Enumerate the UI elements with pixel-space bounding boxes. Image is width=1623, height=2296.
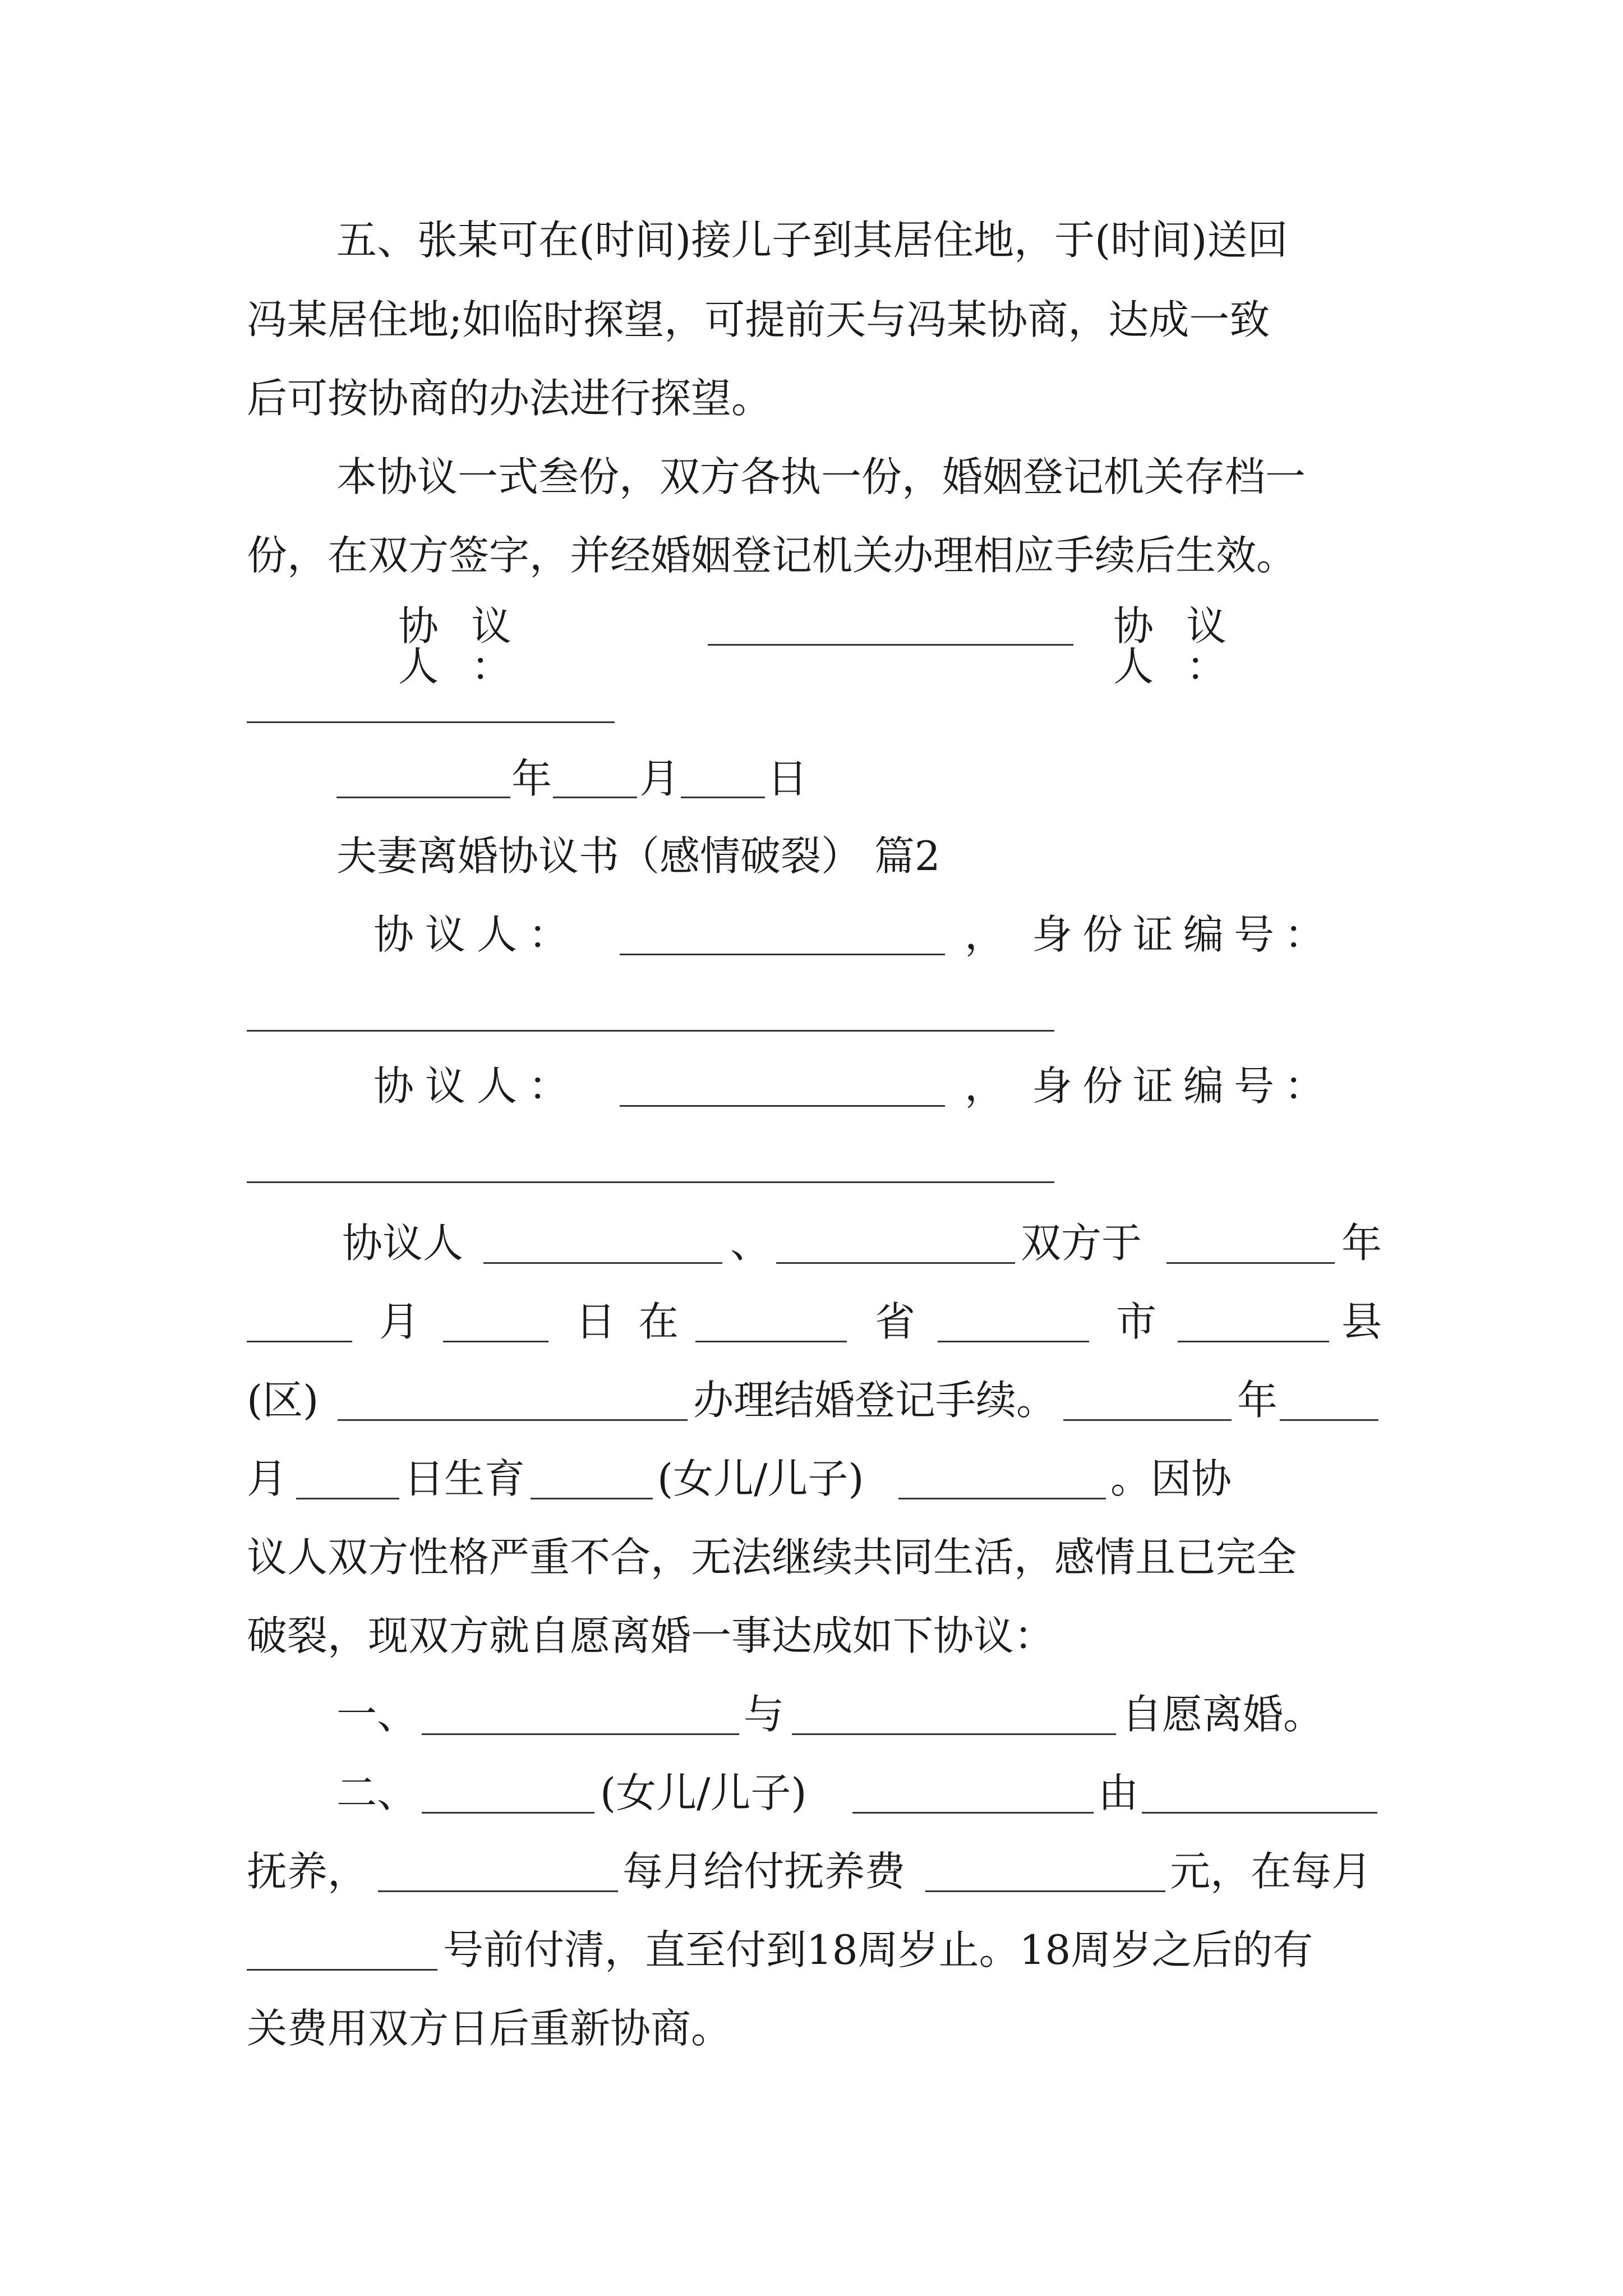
intro-birth-month-blank (1280, 1419, 1378, 1421)
signature-party-label-2-text: 协议人： (1113, 602, 1260, 690)
article-2-party-1-name-blank (620, 954, 945, 955)
signature-day-blank (681, 797, 765, 798)
item-2-monthly: 每月给付抚养费 (623, 1848, 906, 1895)
section-5-line-1: 五、张某可在(时间)接儿子到其居住地，于(时间)送回 (336, 217, 1288, 264)
article-2-party-1-id-blank (247, 1030, 1054, 1032)
intro-county-label: 县 (1341, 1298, 1382, 1345)
intro-birth-month-label: 月 (247, 1455, 288, 1502)
intro-registration-office-blank (338, 1419, 688, 1421)
item-2-by: 由 (1098, 1769, 1139, 1816)
signature-day-label: 日 (767, 755, 808, 802)
signature-party-label-1 (398, 602, 645, 690)
intro-year-blank (1166, 1262, 1335, 1264)
item-2-child-blank (422, 1812, 594, 1814)
article-2-party-label-1: 协议人： (374, 911, 580, 958)
intro-month-label: 月 (379, 1298, 420, 1345)
article-2-party-2-id-label: 身份证编号： (1032, 1062, 1335, 1110)
intro-registered-text: 办理结婚登记手续。 (693, 1377, 1057, 1424)
item-1-party-2-blank (792, 1733, 1116, 1735)
article-2-party-2-name-blank (620, 1105, 945, 1107)
intro-separator: 、 (730, 1220, 771, 1267)
intro-province-blank (695, 1341, 847, 1342)
intro-county-blank (1178, 1341, 1329, 1342)
signature-party-label-1-text: 协议人： (398, 602, 545, 690)
item-2-payer-blank (378, 1890, 618, 1892)
intro-birth-year-label: 年 (1237, 1377, 1278, 1424)
item-2-number: 二、 (336, 1769, 418, 1816)
intro-day-blank (443, 1341, 548, 1342)
intro-child-name-blank (898, 1498, 1106, 1499)
intro-month-blank (247, 1341, 352, 1342)
article-2-party-2-id-blank (247, 1181, 1054, 1183)
article-2-party-label-2: 协议人： (374, 1062, 580, 1110)
signature-party-1-blank (708, 644, 1073, 646)
item-2-custodian-blank (1142, 1812, 1377, 1814)
signature-party-2-blank (247, 721, 615, 723)
intro-parties-label: 协议人 (342, 1220, 464, 1267)
item-1-end: 自愿离婚。 (1122, 1691, 1324, 1738)
article-2-party-1-comma: ， (965, 911, 1006, 958)
item-2-amount-blank (925, 1890, 1165, 1892)
intro-both-on: 双方于 (1021, 1220, 1142, 1267)
intro-line-5: 议人双方性格严重不合，无法继续共同生活，感情且已完全 (247, 1534, 1297, 1581)
intro-because-text: 。因协 (1110, 1455, 1232, 1502)
item-2-child-name-blank (852, 1812, 1094, 1814)
intro-at-label: 在 (638, 1298, 679, 1345)
intro-child-count-blank (531, 1498, 653, 1499)
intro-district-label: (区) (247, 1377, 319, 1424)
section-5-line-3: 后可按协商的办法进行探望。 (247, 375, 772, 422)
intro-city-label: 市 (1116, 1298, 1157, 1345)
item-1-number: 一、 (336, 1691, 418, 1738)
intro-born-label: 日生育 (404, 1455, 525, 1502)
item-2-payday-blank (247, 1969, 437, 1971)
item-2-raise: 抚养， (247, 1848, 368, 1895)
signature-month-label: 月 (639, 755, 680, 802)
intro-party-2-blank (776, 1262, 1015, 1264)
item-2-yuan: 元，在每月 (1170, 1848, 1372, 1895)
article-2-title: 夫妻离婚协议书（感情破裂） 篇2 (336, 832, 940, 880)
intro-day-label: 日 (575, 1298, 616, 1345)
intro-year-label: 年 (1341, 1220, 1382, 1267)
intro-city-blank (938, 1341, 1089, 1342)
intro-child-label: (女儿/儿子) (657, 1455, 864, 1502)
item-1-party-1-blank (422, 1733, 739, 1735)
signature-party-label-2 (1113, 602, 1371, 690)
intro-line-6: 破裂，现双方就自愿离婚一事达成如下协议： (247, 1612, 1055, 1659)
article-2-party-1-id-label: 身份证编号： (1032, 911, 1335, 958)
intro-party-1-blank (483, 1262, 722, 1264)
closing-line-1: 本协议一式叁份，双方各执一份，婚姻登记机关存档一 (336, 453, 1306, 500)
closing-line-2: 份，在双方签字，并经婚姻登记机关办理相应手续后生效。 (247, 532, 1297, 579)
signature-month-blank (553, 797, 637, 798)
item-2-child-label: (女儿/儿子) (600, 1769, 807, 1816)
signature-year-blank (336, 797, 510, 798)
intro-birth-year-blank (1063, 1419, 1232, 1421)
intro-birth-day-blank (296, 1498, 399, 1499)
section-5-line-2: 冯某居住地;如临时探望，可提前天与冯某协商，达成一致 (247, 296, 1270, 343)
item-2-last: 关费用双方日后重新协商。 (247, 2005, 732, 2052)
item-2-pay: 号前付清，直至付到18周岁止。18周岁之后的有 (443, 1926, 1313, 1973)
article-2-party-2-comma: ， (965, 1062, 1006, 1110)
intro-province-label: 省 (875, 1298, 916, 1345)
signature-year-label: 年 (511, 755, 552, 802)
item-1-and: 与 (744, 1691, 785, 1738)
